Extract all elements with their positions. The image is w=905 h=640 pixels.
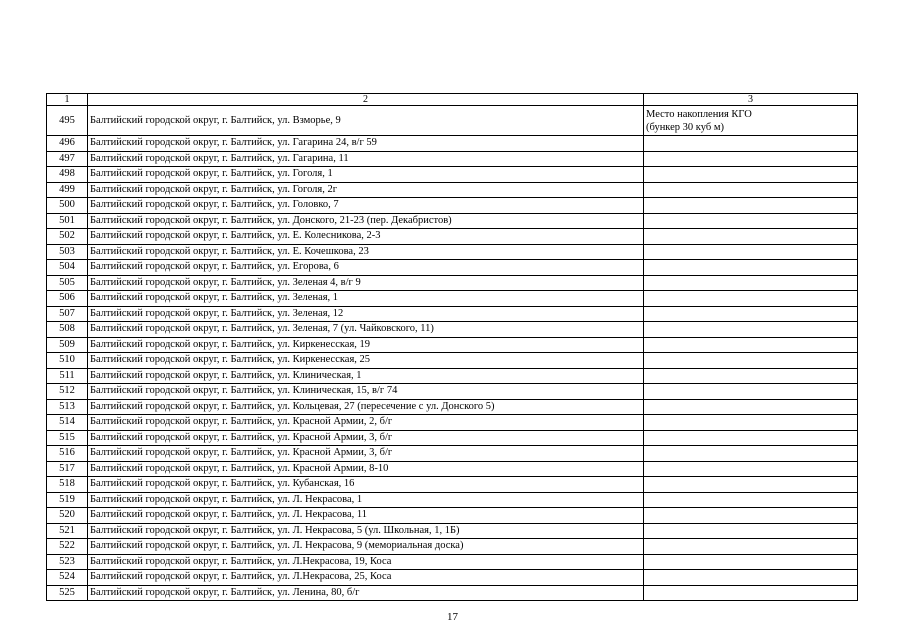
row-number: 513 bbox=[47, 399, 88, 415]
table-row bbox=[47, 554, 858, 570]
row-note bbox=[644, 213, 858, 229]
header-col-1: 1 bbox=[47, 94, 88, 106]
row-address: Балтийский городской округ, г. Балтийск, ул. Кубанская, 16 bbox=[88, 477, 644, 493]
row-note bbox=[644, 260, 858, 276]
table-row bbox=[47, 477, 858, 493]
table-row bbox=[47, 384, 858, 400]
row-number: 518 bbox=[47, 477, 88, 493]
table-row bbox=[47, 213, 858, 229]
row-number: 524 bbox=[47, 570, 88, 586]
row-note bbox=[644, 554, 858, 570]
row-number: 501 bbox=[47, 213, 88, 229]
row-address: Балтийский городской округ, г. Балтийск, ул. Е. Кочешкова, 23 bbox=[88, 244, 644, 260]
row-note bbox=[644, 167, 858, 183]
row-note bbox=[644, 446, 858, 462]
row-number: 495 bbox=[47, 106, 88, 136]
table-row bbox=[47, 167, 858, 183]
row-address: Балтийский городской округ, г. Балтийск, ул. Кольцевая, 27 (пересечение с ул. Донского 5) bbox=[88, 399, 644, 415]
row-number: 523 bbox=[47, 554, 88, 570]
row-note bbox=[644, 322, 858, 338]
row-number: 519 bbox=[47, 492, 88, 508]
row-address: Балтийский городской округ, г. Балтийск, ул. Донского, 21-23 (пер. Декабристов) bbox=[88, 213, 644, 229]
row-address: Балтийский городской округ, г. Балтийск, ул. Л. Некрасова, 9 (мемориальная доска) bbox=[88, 539, 644, 555]
row-note bbox=[644, 306, 858, 322]
table-row bbox=[47, 322, 858, 338]
table-body bbox=[47, 94, 858, 601]
table-header-row bbox=[47, 94, 858, 106]
row-note bbox=[644, 539, 858, 555]
row-address: Балтийский городской округ, г. Балтийск, ул. Красной Армии, 3, б/г bbox=[88, 446, 644, 462]
row-address: Балтийский городской округ, г. Балтийск, ул. Взморье, 9 bbox=[88, 106, 644, 136]
row-note bbox=[644, 384, 858, 400]
row-note bbox=[644, 136, 858, 152]
row-address: Балтийский городской округ, г. Балтийск, ул. Зеленая, 1 bbox=[88, 291, 644, 307]
row-number: 525 bbox=[47, 585, 88, 601]
table-row bbox=[47, 244, 858, 260]
row-number: 521 bbox=[47, 523, 88, 539]
table-row bbox=[47, 229, 858, 245]
row-number: 512 bbox=[47, 384, 88, 400]
table-row bbox=[47, 461, 858, 477]
table-row bbox=[47, 291, 858, 307]
row-note bbox=[644, 244, 858, 260]
row-number: 500 bbox=[47, 198, 88, 214]
row-note bbox=[644, 106, 858, 136]
row-note bbox=[644, 508, 858, 524]
table-row bbox=[47, 182, 858, 198]
row-number: 499 bbox=[47, 182, 88, 198]
row-address: Балтийский городской округ, г. Балтийск, ул. Гоголя, 2г bbox=[88, 182, 644, 198]
row-address: Балтийский городской округ, г. Балтийск, ул. Зеленая, 7 (ул. Чайковского, 11) bbox=[88, 322, 644, 338]
row-address: Балтийский городской округ, г. Балтийск, ул. Гоголя, 1 bbox=[88, 167, 644, 183]
row-number: 509 bbox=[47, 337, 88, 353]
table-row bbox=[47, 492, 858, 508]
data-table bbox=[46, 93, 858, 601]
table-row bbox=[47, 508, 858, 524]
row-address: Балтийский городской округ, г. Балтийск, ул. Л. Некрасова, 1 bbox=[88, 492, 644, 508]
row-number: 496 bbox=[47, 136, 88, 152]
row-address: Балтийский городской округ, г. Балтийск, ул. Красной Армии, 2, б/г bbox=[88, 415, 644, 431]
row-address: Балтийский городской округ, г. Балтийск, ул. Головко, 7 bbox=[88, 198, 644, 214]
row-number: 520 bbox=[47, 508, 88, 524]
row-note bbox=[644, 415, 858, 431]
table-row bbox=[47, 446, 858, 462]
row-address: Балтийский городской округ, г. Балтийск, ул. Егорова, 6 bbox=[88, 260, 644, 276]
row-address: Балтийский городской округ, г. Балтийск, ул. Гагарина 24, в/г 59 bbox=[88, 136, 644, 152]
row-number: 498 bbox=[47, 167, 88, 183]
row-number: 506 bbox=[47, 291, 88, 307]
header-col-3: 3 bbox=[644, 94, 858, 106]
row-number: 515 bbox=[47, 430, 88, 446]
row-note bbox=[644, 368, 858, 384]
table-row bbox=[47, 430, 858, 446]
row-note bbox=[644, 399, 858, 415]
row-number: 516 bbox=[47, 446, 88, 462]
row-note bbox=[644, 229, 858, 245]
table-row bbox=[47, 399, 858, 415]
row-note bbox=[644, 291, 858, 307]
row-number: 502 bbox=[47, 229, 88, 245]
row-number: 522 bbox=[47, 539, 88, 555]
row-note bbox=[644, 151, 858, 167]
row-number: 497 bbox=[47, 151, 88, 167]
table-row bbox=[47, 151, 858, 167]
row-note bbox=[644, 461, 858, 477]
page-number: 17 bbox=[447, 611, 458, 623]
table-row bbox=[47, 353, 858, 369]
row-address: Балтийский городской округ, г. Балтийск, ул. Л. Некрасова, 5 (ул. Школьная, 1, 1Б) bbox=[88, 523, 644, 539]
row-number: 514 bbox=[47, 415, 88, 431]
row-note bbox=[644, 337, 858, 353]
row-note-line-2: (бункер 30 куб м) bbox=[646, 121, 724, 133]
row-number: 508 bbox=[47, 322, 88, 338]
row-address: Балтийский городской округ, г. Балтийск, ул. Л. Некрасова, 11 bbox=[88, 508, 644, 524]
table-row bbox=[47, 337, 858, 353]
table-row bbox=[47, 136, 858, 152]
row-address: Балтийский городской округ, г. Балтийск, ул. Зеленая 4, в/г 9 bbox=[88, 275, 644, 291]
row-address: Балтийский городской округ, г. Балтийск, ул. Зеленая, 12 bbox=[88, 306, 644, 322]
row-number: 510 bbox=[47, 353, 88, 369]
row-note bbox=[644, 523, 858, 539]
table-row bbox=[47, 275, 858, 291]
row-address: Балтийский городской округ, г. Балтийск, ул. Л.Некрасова, 19, Коса bbox=[88, 554, 644, 570]
row-address: Балтийский городской округ, г. Балтийск, ул. Ленина, 80, б/г bbox=[88, 585, 644, 601]
row-address: Балтийский городской округ, г. Балтийск, ул. Клиническая, 15, в/г 74 bbox=[88, 384, 644, 400]
row-number: 503 bbox=[47, 244, 88, 260]
row-address: Балтийский городской округ, г. Балтийск, ул. Красной Армии, 8-10 bbox=[88, 461, 644, 477]
row-number: 511 bbox=[47, 368, 88, 384]
row-address: Балтийский городской округ, г. Балтийск, ул. Киркенесская, 19 bbox=[88, 337, 644, 353]
table-row bbox=[47, 539, 858, 555]
table-row bbox=[47, 260, 858, 276]
row-address: Балтийский городской округ, г. Балтийск, ул. Гагарина, 11 bbox=[88, 151, 644, 167]
row-address: Балтийский городской округ, г. Балтийск, ул. Киркенесская, 25 bbox=[88, 353, 644, 369]
table-row bbox=[47, 585, 858, 601]
row-number: 504 bbox=[47, 260, 88, 276]
row-note bbox=[644, 198, 858, 214]
row-number: 505 bbox=[47, 275, 88, 291]
row-number: 517 bbox=[47, 461, 88, 477]
table-row bbox=[47, 306, 858, 322]
row-note bbox=[644, 275, 858, 291]
row-note bbox=[644, 477, 858, 493]
row-address: Балтийский городской округ, г. Балтийск, ул. Л.Некрасова, 25, Коса bbox=[88, 570, 644, 586]
row-note bbox=[644, 492, 858, 508]
row-note-line-1: Место накопления КГО bbox=[646, 108, 752, 120]
table-row bbox=[47, 523, 858, 539]
row-address: Балтийский городской округ, г. Балтийск, ул. Красной Армии, 3, б/г bbox=[88, 430, 644, 446]
row-note bbox=[644, 585, 858, 601]
table-row bbox=[47, 368, 858, 384]
table-row bbox=[47, 106, 858, 136]
row-note bbox=[644, 570, 858, 586]
table-row bbox=[47, 198, 858, 214]
row-note bbox=[644, 353, 858, 369]
row-note bbox=[644, 430, 858, 446]
row-address: Балтийский городской округ, г. Балтийск, ул. Клиническая, 1 bbox=[88, 368, 644, 384]
row-note bbox=[644, 182, 858, 198]
header-col-2: 2 bbox=[88, 94, 644, 106]
table-row bbox=[47, 415, 858, 431]
row-address: Балтийский городской округ, г. Балтийск, ул. Е. Колесникова, 2-3 bbox=[88, 229, 644, 245]
row-number: 507 bbox=[47, 306, 88, 322]
table-row bbox=[47, 570, 858, 586]
